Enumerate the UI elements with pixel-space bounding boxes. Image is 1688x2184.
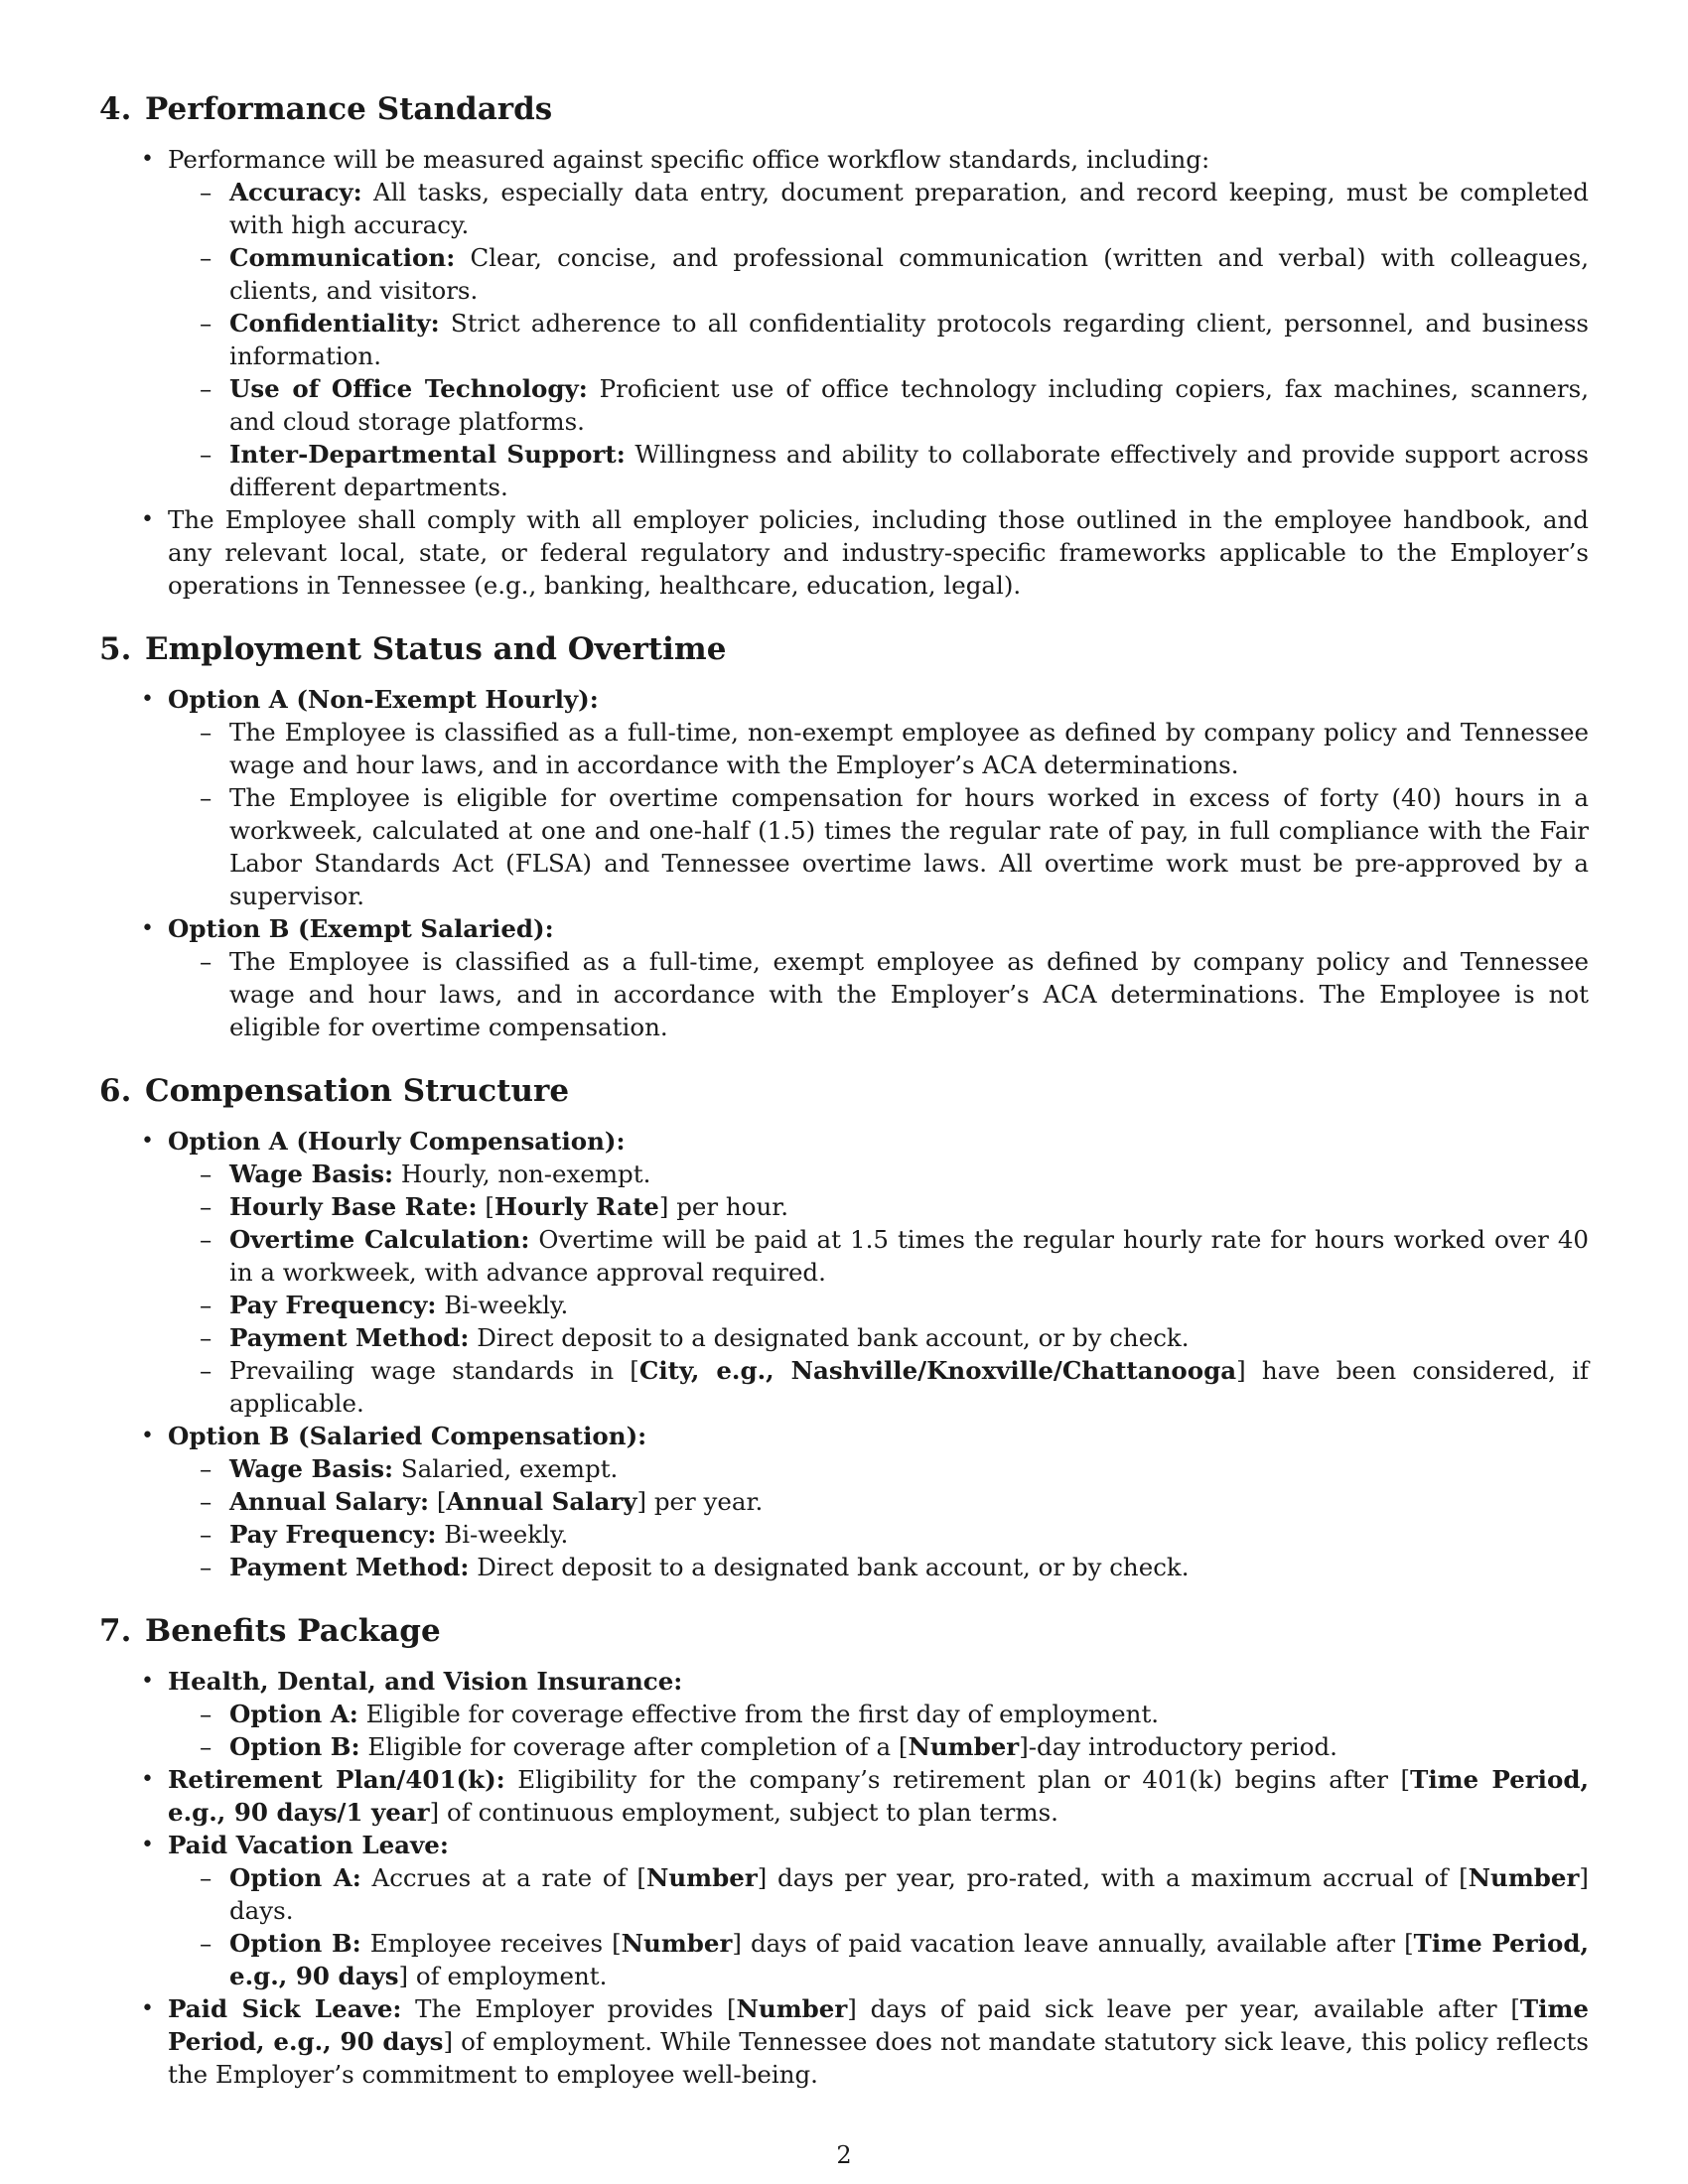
list-item: – Prevailing wage standards in [City, e.g., Nashville/Knoxville/Chattanooga] have been considered, if applicable.: [229, 1354, 1589, 1420]
sub-list: [168, 1698, 1589, 1763]
list-item: – Confidentiality: Strict adherence to all confidentiality protocols regarding client, personnel, and business information.: [229, 307, 1589, 372]
list-item: – Option B: Eligible for coverage after completion of a [Number]-day introductory period.: [229, 1730, 1589, 1763]
section-employment-status: [99, 629, 1589, 1043]
sub-list: [168, 176, 1589, 503]
sub-list: [168, 1861, 1589, 1992]
list-item: • Health, Dental, and Vision Insurance: – Option A: Eligible for coverage effective from the first day of employment. – Option B: Eligible for coverage after completion of a [Number]-day introductory period.: [168, 1665, 1589, 1763]
list-item: – Option B: Employee receives [Number] days of paid vacation leave annually, available after [Time Period, e.g., 90 days] of employment.: [229, 1927, 1589, 1992]
list-item: – Communication: Clear, concise, and professional communication (written and verbal) with colleagues, clients, and visitors.: [229, 241, 1589, 307]
sub-list: [168, 1158, 1589, 1420]
list-item: – Overtime Calculation: Overtime will be paid at 1.5 times the regular hourly rate for hours worked over 40 in a workweek, with advance approval required.: [229, 1223, 1589, 1289]
list-item: – The Employee is eligible for overtime compensation for hours worked in excess of forty (40) hours in a workweek, calculated at one and one-half (1.5) times the regular rate of pay, in full compliance with the Fair Labor Standards Act (FLSA) and Tennessee overtime laws. All overtime work must be pre-approved by a supervisor.: [229, 781, 1589, 912]
sub-list: [168, 1452, 1589, 1583]
list-item: – Pay Frequency: Bi-weekly.: [229, 1518, 1589, 1551]
list-item: • Option B (Salaried Compensation): – Wage Basis: Salaried, exempt. – Annual Salary: [Annual Salary] per year. – Pay Frequency: Bi-weekly. – Payment Method: Direct deposit to a designated bank account, or by check.: [168, 1420, 1589, 1583]
section-heading: 7. Benefits Package: [99, 1613, 441, 1649]
list-item: – Pay Frequency: Bi-weekly.: [229, 1289, 1589, 1321]
list-item: • Option A (Non-Exempt Hourly): – The Employee is classified as a full-time, non-exempt employee as defined by company policy and Tennessee wage and hour laws, and in accordance with the Employer’s ACA determinations. – The Employee is eligible for overtime compensation for hours worked in excess of forty (40) hours in a workweek, calculated at one and one-half (1.5) times the regular rate of pay, in full compliance with the Fair Labor Standards Act (FLSA) and Tennessee overtime laws. All overtime work must be pre-approved by a supervisor.: [168, 683, 1589, 912]
list-item: • The Employee shall comply with all employer policies, including those outlined in the employee handbook, and any relevant local, state, or federal regulatory and industry-specific frameworks applicable to the Employer’s operations in Tennessee (e.g., banking, healthcare, education, legal).: [168, 503, 1589, 602]
bullet-list: [99, 143, 1589, 602]
list-item: – Use of Office Technology: Proficient use of office technology including copiers, fax machines, scanners, and cloud storage platforms.: [229, 372, 1589, 438]
list-item: – The Employee is classified as a full-time, exempt employee as defined by company policy and Tennessee wage and hour laws, and in accordance with the Employer’s ACA determinations. The Employee is not eligible for overtime compensation.: [229, 945, 1589, 1043]
list-item: • Paid Sick Leave: The Employer provides [Number] days of paid sick leave per year, available after [Time Period, e.g., 90 days] of employment. While Tennessee does not mandate statutory sick leave, this policy reflects the Employer’s commitment to employee well-being.: [168, 1992, 1589, 2091]
document-page: [99, 89, 1589, 2118]
list-item: – Option A: Accrues at a rate of [Number] days per year, pro-rated, with a maximum accrual of [Number] days.: [229, 1861, 1589, 1927]
list-item: – Payment Method: Direct deposit to a designated bank account, or by check.: [229, 1551, 1589, 1583]
list-item: – Option A: Eligible for coverage effective from the first day of employment.: [229, 1698, 1589, 1730]
section-compensation-structure: [99, 1071, 1589, 1583]
list-item: – Wage Basis: Hourly, non-exempt.: [229, 1158, 1589, 1190]
section-performance-standards: [99, 89, 1589, 602]
list-item: • Paid Vacation Leave: – Option A: Accrues at a rate of [Number] days per year, pro-rated, with a maximum accrual of [Number] days. – Option B: Employee receives [Number] days of paid vacation leave annually, available after [Time Period, e.g., 90 days] of employment.: [168, 1829, 1589, 1992]
list-item: – The Employee is classified as a full-time, non-exempt employee as defined by company policy and Tennessee wage and hour laws, and in accordance with the Employer’s ACA determinations.: [229, 716, 1589, 781]
sub-list: [168, 945, 1589, 1043]
bullet-list: [99, 1665, 1589, 2091]
section-heading: 6. Compensation Structure: [99, 1073, 570, 1109]
bullet-list: [99, 1125, 1589, 1583]
list-item: – Wage Basis: Salaried, exempt.: [229, 1452, 1589, 1485]
section-heading: 4. Performance Standards: [99, 91, 553, 127]
page-number: 2: [836, 2141, 852, 2169]
list-item: – Payment Method: Direct deposit to a designated bank account, or by check.: [229, 1321, 1589, 1354]
list-item: – Inter-Departmental Support: Willingness and ability to collaborate effectively and provide support across different departments.: [229, 438, 1589, 503]
bullet-list: [99, 683, 1589, 1043]
section-benefits-package: [99, 1611, 1589, 2091]
list-item: • Option A (Hourly Compensation): – Wage Basis: Hourly, non-exempt. – Hourly Base Rate: [Hourly Rate] per hour. – Overtime Calculation: Overtime will be paid at 1.5 times the regular hourly rate for hours worked over 40 in a workweek, with advance approval required. – Pay Frequency: Bi-weekly. – Payment Method: Direct deposit to a designated bank account, or by check. – Prevailing wage standards in [City, e.g., Nashville/Knoxville/Chattanooga] have been considered, if applicable.: [168, 1125, 1589, 1420]
sub-list: [168, 716, 1589, 912]
list-item: • Performance will be measured against specific office workflow standards, including: – Accuracy: All tasks, especially data entry, document preparation, and record keeping, must be completed with high accuracy. – Communication: Clear, concise, and professional communication (written and verbal) with colleagues, clients, and visitors. – Confidentiality: Strict adherence to all confidentiality protocols regarding client, personnel, and business information. – Use of Office Technology: Proficient use of office technology including copiers, fax machines, scanners, and cloud storage platforms. – Inter-Departmental Support: Willingness and ability to collaborate effectively and provide support across different departments.: [168, 143, 1589, 503]
section-heading: 5. Employment Status and Overtime: [99, 631, 727, 667]
list-item: • Option B (Exempt Salaried): – The Employee is classified as a full-time, exempt employee as defined by company policy and Tennessee wage and hour laws, and in accordance with the Employer’s ACA determinations. The Employee is not eligible for overtime compensation.: [168, 912, 1589, 1043]
list-item: – Annual Salary: [Annual Salary] per year.: [229, 1485, 1589, 1518]
list-item: – Accuracy: All tasks, especially data entry, document preparation, and record keeping, must be completed with high accuracy.: [229, 176, 1589, 241]
list-item: • Retirement Plan/401(k): Eligibility for the company’s retirement plan or 401(k) begins after [Time Period, e.g., 90 days/1 year] of continuous employment, subject to plan terms.: [168, 1763, 1589, 1829]
list-item: – Hourly Base Rate: [Hourly Rate] per hour.: [229, 1190, 1589, 1223]
